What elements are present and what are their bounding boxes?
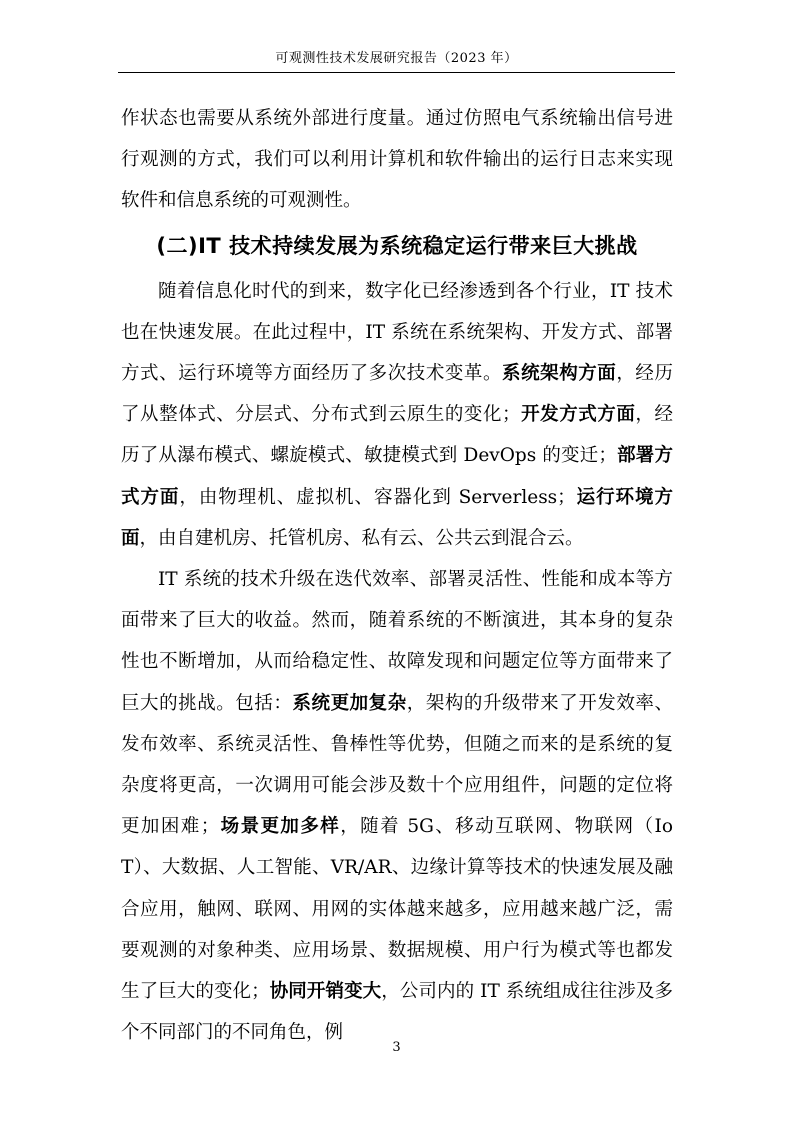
bold-term-collaboration: 协同开销变大 xyxy=(269,981,382,1003)
text-span: ，架构的升级带来了开发效率、发布效率、系统灵活性、鲁棒性等优势，但随之而来的是系统的复杂度将更高，一次调用可能会涉及数十个应用组件，问题的定位将更加困难； xyxy=(121,692,673,838)
section-heading: (二)IT 技术持续发展为系统稳定运行带来巨大挑战 xyxy=(156,233,638,258)
bold-term-complexity: 系统更加复杂 xyxy=(292,692,407,714)
bold-term-architecture: 系统架构方面 xyxy=(502,363,617,385)
text-span: ，经历了从整体式、分层式、分布式到云原生的变化； xyxy=(121,363,673,426)
bold-term-scenarios: 场景更加多样 xyxy=(219,816,341,838)
paragraph-it-development xyxy=(121,271,673,559)
text-span: ，公司内的 IT 系统组成往往涉及多个不同部门的不同角色，例 xyxy=(121,981,673,1044)
text-span: IT 系统的技术升级在迭代效率、部署灵活性、性能和成本等方面带来了巨大的收益。然而，随着系统的不断演进，其本身的复杂性也不断增加，从而给稳定性、故障发现和问题定位等方面带来了巨大的挑战。包括： xyxy=(121,569,673,714)
paragraph-continued: 作状态也需要从系统外部进行度量。通过仿照电气系统输出信号进行观测的方式，我们可以利用计算机和软件输出的运行日志来实现软件和信息系统的可观测性。 xyxy=(121,108,673,212)
text-span: ，随着 5G、移动互联网、物联网（IoT）、大数据、人工智能、VR/AR、边缘计算等技术的快速发展及融合应用，触网、联网、用网的实体越来越多，应用越来越广泛，需要观测的对象种类、应用场景、数据规模、用户行为模式等也都发生了巨大的变化； xyxy=(121,816,673,1003)
text-span: 随着信息化时代的到来，数字化已经渗透到各个行业，IT 技术也在快速发展。在此过程中，IT 系统在系统架构、开发方式、部署方式、运行环境等方面经历了多次技术变革。 xyxy=(121,280,673,385)
bold-term-environment: 运行环境方面 xyxy=(121,486,673,549)
bold-term-development: 开发方式方面 xyxy=(520,404,636,426)
page-content xyxy=(121,98,673,1053)
paragraph-challenges xyxy=(121,559,673,1053)
text-span: ，由自建机房、托管机房、私有云、公共云到混合云。 xyxy=(139,527,584,549)
page-number: 3 xyxy=(392,1040,401,1055)
text-span: ，经历了从瀑布模式、螺旋模式、敏捷模式到 DevOps 的变迁； xyxy=(121,404,673,467)
header-divider xyxy=(118,72,675,73)
bold-term-deployment: 部署方式方面 xyxy=(121,445,673,508)
running-header: 可观测性技术发展研究报告（2023 年） xyxy=(275,51,518,66)
text-span: ，由物理机、虚拟机、容器化到 Serverless； xyxy=(179,486,576,508)
